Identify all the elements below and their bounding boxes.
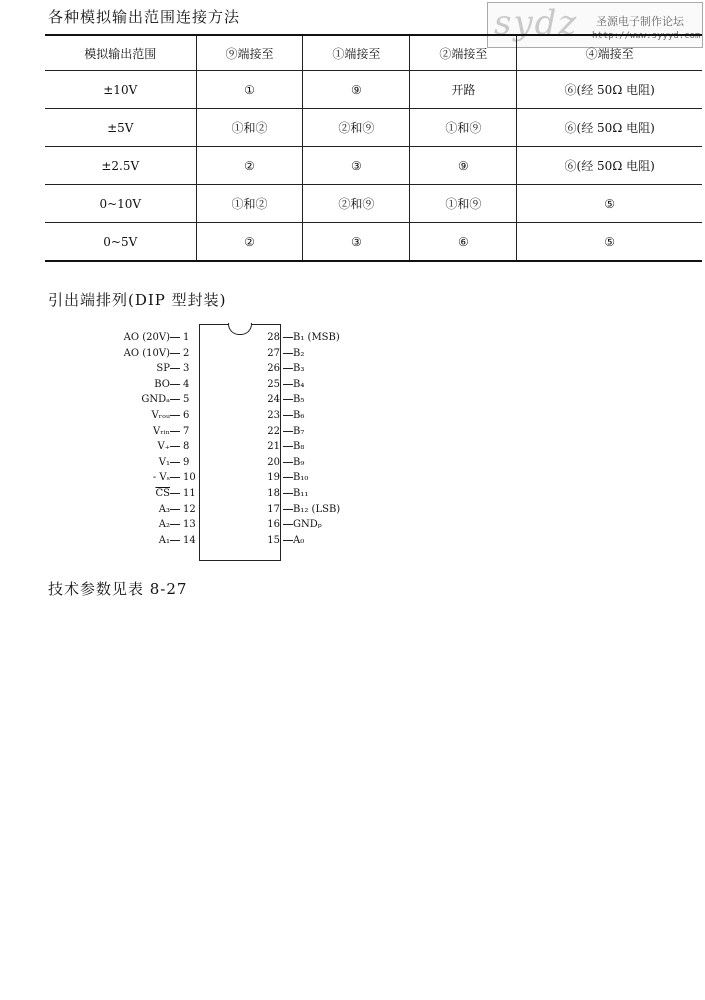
chip-notch — [228, 323, 252, 335]
pin-label: B₉ — [293, 456, 305, 468]
dip-pinout-diagram — [100, 320, 420, 560]
pin-lead — [283, 446, 293, 447]
table-header-row — [45, 35, 702, 71]
table-row — [45, 71, 702, 109]
watermark-logo-text: sydz — [494, 3, 579, 43]
left-pin-1 — [73, 332, 199, 344]
pin-lead — [170, 353, 180, 354]
table-row — [45, 185, 702, 223]
pin-label: B₄ — [293, 378, 305, 390]
pin-lead — [283, 540, 293, 541]
pin-number: 23 — [267, 410, 280, 421]
pin-lead — [283, 368, 293, 369]
table-cell: ±5V — [45, 109, 196, 147]
table-cell: 0~5V — [45, 223, 196, 262]
left-pin-3 — [73, 363, 199, 375]
pin-number: 18 — [267, 488, 280, 499]
right-pin-27 — [264, 348, 304, 360]
pin-label: B₆ — [293, 410, 305, 421]
table-cell: ③ — [303, 147, 410, 185]
right-pin-22 — [264, 426, 304, 438]
watermark-url: http://www.syyyd.com — [592, 31, 701, 41]
table-cell: ±10V — [45, 71, 196, 109]
pin-label: B₂ — [293, 347, 305, 359]
pin-number: 6 — [183, 410, 190, 421]
right-pin-20 — [264, 457, 304, 469]
pin-label: B₁₁ — [293, 488, 309, 499]
pin-label: B₁₀ — [293, 472, 309, 484]
pin-number: 24 — [267, 394, 280, 406]
pin-lead — [283, 477, 293, 478]
table-cell: ①和⑨ — [410, 109, 517, 147]
right-pin-21 — [264, 441, 304, 453]
table-cell: ①和⑨ — [410, 185, 517, 223]
pin-lead — [170, 368, 180, 369]
pin-number: 1 — [183, 332, 190, 343]
pin-label: A₁ — [158, 534, 170, 546]
pin-lead — [283, 462, 293, 463]
pin-number: 11 — [183, 488, 196, 499]
pin-lead — [283, 337, 293, 338]
table-cell: ②和⑨ — [303, 109, 410, 147]
pin-lead — [283, 384, 293, 385]
pin-label: A₃ — [158, 503, 170, 515]
pin-number: 4 — [183, 378, 190, 390]
pin-lead — [170, 337, 180, 338]
pin-number: 8 — [183, 441, 190, 453]
pin-lead — [283, 353, 293, 354]
pin-label: B₃ — [293, 363, 305, 375]
pin-number: 20 — [267, 456, 280, 468]
table-cell: ③ — [303, 223, 410, 262]
left-pin-13 — [73, 519, 199, 531]
left-pin-12 — [73, 504, 199, 516]
pin-lead — [170, 462, 180, 463]
table-cell: ⑨ — [303, 71, 410, 109]
pin-number: 27 — [267, 347, 280, 359]
pin-lead — [170, 415, 180, 416]
pin-number: 5 — [183, 394, 190, 406]
pin-label: BO — [154, 378, 170, 390]
table-cell: ① — [196, 71, 303, 109]
pin-label: V₁ — [158, 456, 170, 468]
pin-label: - Vₛ — [152, 472, 170, 484]
table-header-cell: ①端接至 — [303, 35, 410, 71]
pin-label: V₊ — [157, 441, 170, 453]
right-pin-18 — [264, 488, 308, 500]
pin-label: Vᵣᵢₙ — [152, 425, 170, 437]
pin-lead — [170, 446, 180, 447]
table-row — [45, 147, 702, 185]
pin-lead — [283, 524, 293, 525]
table-cell: ±2.5V — [45, 147, 196, 185]
footer-note: 技术参数见表 8-27 — [48, 580, 188, 598]
pin-number: 10 — [183, 472, 196, 484]
pin-label: A₀ — [293, 534, 305, 546]
pin-lead — [170, 431, 180, 432]
pin-number: 12 — [183, 503, 196, 515]
right-pin-16 — [264, 519, 322, 531]
pin-number: 28 — [267, 332, 280, 343]
watermark-site-name: 圣源电子制作论坛 — [596, 15, 684, 28]
right-pin-26 — [264, 363, 304, 375]
left-pin-8 — [73, 441, 199, 453]
pin-label: B₁ (MSB) — [293, 332, 340, 343]
pin-label: Vᵣₒᵤ — [151, 410, 170, 421]
table-cell: ⑨ — [410, 147, 517, 185]
table-header-cell: ⑨端接至 — [196, 35, 303, 71]
pin-label: AO (20V) — [123, 332, 170, 343]
pin-label: B₁₂ (LSB) — [293, 503, 341, 515]
pin-lead — [283, 509, 293, 510]
left-pin-4 — [73, 379, 199, 391]
pin-label: $\overline{CS}$ — [155, 488, 170, 499]
right-pin-24 — [264, 394, 304, 406]
table-cell: ⑥(经 50Ω 电阻) — [517, 109, 702, 147]
right-pin-25 — [264, 379, 304, 391]
pin-number: 7 — [183, 425, 190, 437]
pin-label: B₈ — [293, 441, 305, 453]
table-cell: ⑤ — [517, 185, 702, 223]
pin-label: AO (10V) — [123, 347, 170, 359]
right-pin-19 — [264, 472, 308, 484]
left-pin-6 — [73, 410, 199, 422]
table-cell: 0~10V — [45, 185, 196, 223]
pin-number: 25 — [267, 378, 280, 390]
pin-lead — [170, 384, 180, 385]
table-cell: ②和⑨ — [303, 185, 410, 223]
pin-number: 2 — [183, 347, 190, 359]
pin-lead — [170, 540, 180, 541]
pin-number: 3 — [183, 363, 190, 375]
pin-label: B₅ — [293, 394, 305, 406]
pin-number: 13 — [183, 519, 196, 531]
pin-label: GNDₚ — [293, 519, 322, 531]
left-pin-5 — [73, 394, 199, 406]
pin-number: 15 — [267, 534, 280, 546]
right-pin-23 — [264, 410, 304, 422]
left-pin-11 — [73, 488, 199, 500]
pin-lead — [170, 399, 180, 400]
table-cell: ①和② — [196, 109, 303, 147]
table-cell: ② — [196, 223, 303, 262]
pin-label: A₂ — [158, 519, 170, 531]
table-cell: ② — [196, 147, 303, 185]
table-header-cell: ②端接至 — [410, 35, 517, 71]
pin-label: B₇ — [293, 425, 305, 437]
pin-lead — [170, 509, 180, 510]
pin-number: 14 — [183, 534, 196, 546]
pin-number: 21 — [267, 441, 280, 453]
right-pin-17 — [264, 504, 340, 516]
left-pin-7 — [73, 426, 199, 438]
pin-number: 17 — [267, 503, 280, 515]
right-pin-28 — [264, 332, 340, 344]
pinout-title: 引出端排列(DIP 型封装) — [48, 291, 227, 309]
pin-lead — [170, 524, 180, 525]
pin-number: 19 — [267, 472, 280, 484]
table-header-cell: 模拟输出范围 — [45, 35, 196, 71]
table-cell: ⑥(经 50Ω 电阻) — [517, 71, 702, 109]
pin-number: 9 — [183, 456, 190, 468]
pin-lead — [283, 399, 293, 400]
pin-number: 16 — [267, 519, 280, 531]
table-title: 各种模拟输出范围连接方法 — [48, 8, 241, 26]
pin-lead — [283, 415, 293, 416]
table-cell: ⑥(经 50Ω 电阻) — [517, 147, 702, 185]
table-row — [45, 109, 702, 147]
left-pin-10 — [73, 472, 199, 484]
connection-table — [45, 34, 702, 262]
left-pin-9 — [73, 457, 199, 469]
pin-lead — [170, 493, 180, 494]
table-cell: ⑥ — [410, 223, 517, 262]
left-pin-2 — [73, 348, 199, 360]
left-pin-14 — [73, 535, 199, 547]
table-cell: ①和② — [196, 185, 303, 223]
pin-number: 22 — [267, 425, 280, 437]
pin-number: 26 — [267, 363, 280, 375]
table-cell: ⑤ — [517, 223, 702, 262]
table-row — [45, 223, 702, 262]
table-header-cell: ④端接至 — [517, 35, 702, 71]
table-cell: 开路 — [410, 71, 517, 109]
pin-lead — [283, 431, 293, 432]
right-pin-15 — [264, 535, 304, 547]
pin-label: SP — [156, 363, 170, 375]
pin-label: GNDₐ — [141, 394, 170, 406]
pin-lead — [283, 493, 293, 494]
pin-lead — [170, 477, 180, 478]
